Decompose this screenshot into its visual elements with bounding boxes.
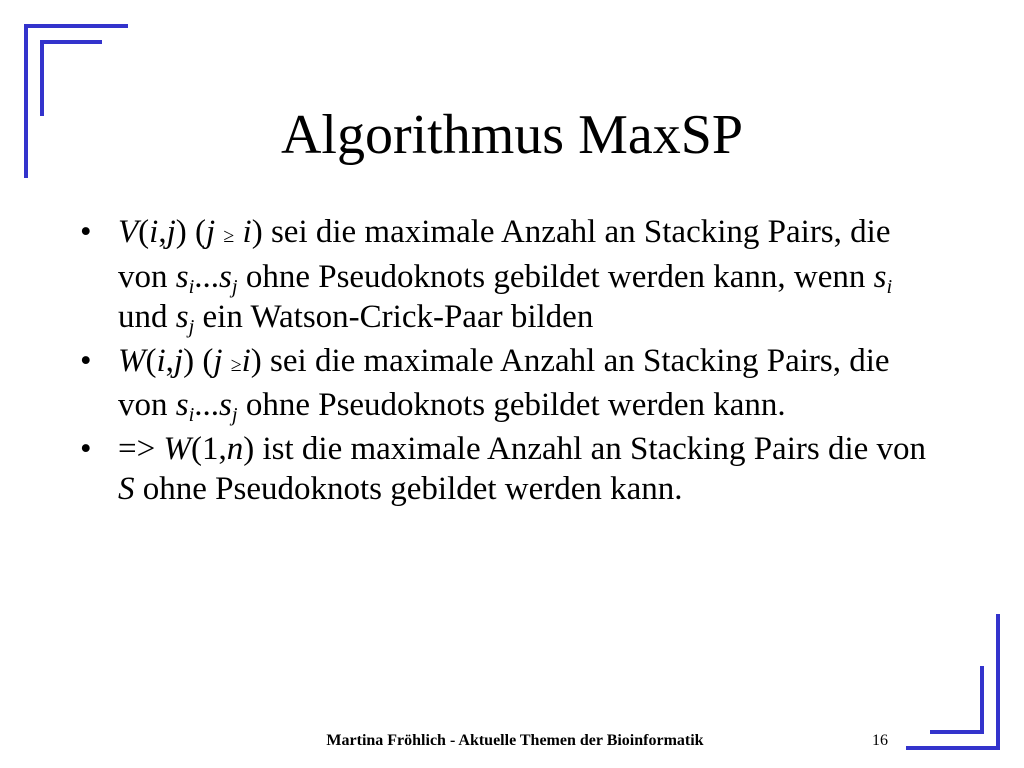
footer-text: Martina Fröhlich - Aktuelle Themen der Bioinformatik [326, 732, 704, 749]
ellipsis: ... [194, 258, 220, 295]
var-s: s [873, 258, 887, 295]
sub-i: i [886, 275, 893, 298]
bullet-text: ist die maximale Anzahl an Stacking Pairs die von [254, 430, 927, 467]
var-big-s: S [118, 471, 135, 507]
var-s: s [175, 299, 189, 335]
var-j: j [166, 214, 176, 250]
bullet-item-v-definition: • V(i,j) (j ≥ i) sei die maximale Anzahl an Stacking Pairs, die von $s_i...s_j$ ohne Pseudoknots gebildet werden kann, wenn $s_i$ und $s_j$ ein Watson-Crick-Paar bilden [80, 214, 893, 339]
bottom-right-outer-horizontal [906, 746, 1000, 750]
var-n: n [226, 430, 244, 467]
slide-title: Algorithmus MaxSP [280, 104, 744, 166]
function-w: W [163, 430, 191, 467]
top-left-inner-horizontal [40, 40, 102, 44]
var-j: j [213, 342, 223, 379]
top-left-outer-horizontal [24, 24, 128, 28]
geq-symbol: ≥ [223, 225, 235, 247]
bullet-text: ohne Pseudoknots gebildet werden kann. [237, 387, 786, 423]
bullet-text: sei die maximale Anzahl an Stacking Pairs, die von [118, 214, 891, 295]
var-j: j [206, 214, 216, 250]
bullet-text: ohne Pseudoknots gebildet werden kann. [134, 471, 683, 507]
bullet-text: ein Watson-Crick-Paar bilden [194, 299, 594, 335]
var-i: i [149, 214, 159, 250]
var-i: i [156, 342, 166, 379]
bullet-text: sei die maximale Anzahl an Stacking Pairs, die von [118, 342, 890, 423]
var-s: s [175, 387, 189, 423]
page-number: 16 [872, 732, 888, 749]
var-s: s [175, 258, 189, 295]
bullet-marker: • [80, 430, 92, 467]
geq-symbol: ≥ [230, 353, 242, 376]
bullet-text: ohne Pseudoknots gebildet werden kann, wenn [237, 258, 874, 295]
var-s: s [219, 258, 232, 295]
sub-j: j [188, 316, 195, 339]
sub-i: i [188, 275, 195, 298]
implies-arrow: => [118, 430, 164, 467]
var-s: s [219, 387, 232, 423]
sub-j: j [231, 404, 238, 427]
bullet-text: und [118, 299, 176, 335]
function-w: W [118, 342, 146, 379]
sub-i: i [188, 404, 195, 427]
bullet-list [80, 212, 930, 513]
bottom-right-inner-horizontal [930, 730, 984, 734]
bottom-right-inner-vertical [980, 666, 984, 734]
bullet-item-result: • => W(1,n) ist die maximale Anzahl an Stacking Pairs die von S ohne Pseudoknots gebildet werden kann. [80, 430, 927, 507]
sub-j: j [231, 275, 238, 298]
bullet-marker: • [80, 214, 92, 250]
var-j: j [173, 342, 184, 379]
number-one: 1 [201, 430, 219, 467]
bottom-right-outer-vertical [996, 614, 1000, 750]
ellipsis: ... [194, 387, 220, 423]
var-i: i [242, 214, 252, 250]
function-v: V [118, 214, 139, 250]
var-i: i [241, 342, 251, 379]
bullet-marker: • [80, 342, 92, 379]
bullet-item-w-definition: • W(i,j) (j ≥i) sei die maximale Anzahl an Stacking Pairs, die von $s_i...s_j$ ohne Pseudoknots gebildet werden kann. [80, 342, 890, 427]
